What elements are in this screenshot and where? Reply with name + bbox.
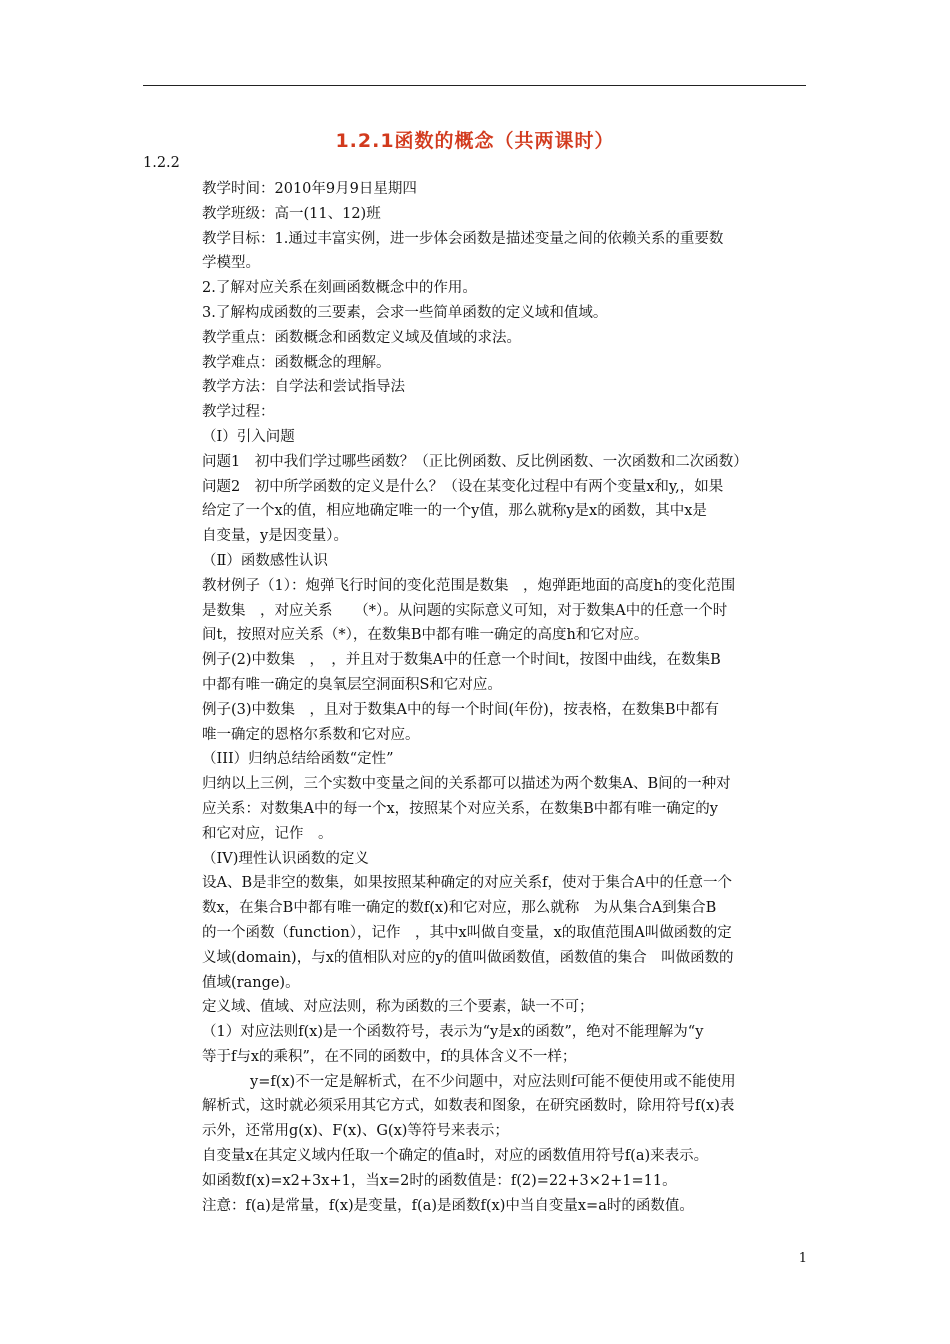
text-line: 教材例子（1）：炮弹飞行时间的变化范围是数集 ，炮弹距地面的高度h的变化范围 xyxy=(202,577,736,594)
text-line: 问题2 初中所学函数的定义是什么？（设在某变化过程中有两个变量x和y,，如果 xyxy=(202,478,724,495)
text-line: 应关系：对数集A中的每一个x，按照某个对应关系，在数集B中都有唯一确定的y xyxy=(202,800,718,817)
text-line: 中都有唯一确定的臭氧层空洞面积S和它对应。 xyxy=(202,676,502,693)
text-line: 设A、B是非空的数集，如果按照某种确定的对应关系f，使对于集合A中的任意一个 xyxy=(202,875,732,892)
text-line: 和它对应，记作 。 xyxy=(202,825,333,842)
text-line: （Ⅱ）函数感性认识 xyxy=(202,552,328,569)
text-line: 教学方法：自学法和尝试指导法 xyxy=(202,379,405,396)
section-number: 1.2.2 xyxy=(143,155,180,171)
text-line: 等于f与x的乘积”，在不同的函数中，f的具体含义不一样； xyxy=(202,1048,577,1065)
text-line: 教学难点：函数概念的理解。 xyxy=(202,354,391,371)
text-line: 值域(range)。 xyxy=(202,974,300,991)
header-rule xyxy=(143,85,806,86)
text-line: 示外，还常用g(x)、F(x)、G(x)等符号来表示； xyxy=(202,1123,509,1140)
text-line: 注意：f(a)是常量，f(x)是变量，f(a)是函数f(x)中当自变量x=a时的函数值。 xyxy=(202,1197,694,1214)
text-line: 教学班级：高一(11、12)班 xyxy=(202,205,381,222)
text-line: 义域(domain)，与x的值相队对应的y的值叫做函数值，函数值的集合 叫做函数的 xyxy=(202,949,734,966)
text-line: （III）归纳总结给函数“定性” xyxy=(202,751,394,768)
text-line: 是数集 ，对应关系 （*）。从问题的实际意义可知，对于数集A中的任意一个时 xyxy=(202,602,728,619)
text-line: （1）对应法则f(x)是一个函数符号，表示为“y是x的函数”，绝对不能理解为“y xyxy=(202,1024,704,1041)
text-line: 定义域、值域、对应法则，称为函数的三个要素，缺一不可； xyxy=(202,999,594,1016)
document-title: 1.2.1函数的概念（共两课时） xyxy=(335,130,615,152)
page-number: 1 xyxy=(798,1251,807,1266)
text-line: 问题1 初中我们学过哪些函数？（正比例函数、反比例函数、一次函数和二次函数） xyxy=(202,453,748,470)
text-line: 学模型。 xyxy=(202,255,260,272)
text-line: 数x，在集合B中都有唯一确定的数f(x)和它对应，那么就称 为从集合A到集合B xyxy=(202,900,717,917)
document-body xyxy=(202,177,808,1218)
text-line: 的一个函数（function），记作 ，其中x叫做自变量，x的取值范围A叫做函数的定 xyxy=(202,924,732,941)
text-line: y=f(x)不一定是解析式，在不少问题中，对应法则f可能不便使用或不能使用 xyxy=(250,1073,736,1090)
text-line: （Ⅰ）引入问题 xyxy=(202,428,295,445)
text-line: 教学过程： xyxy=(202,404,275,421)
text-line: 如函数f(x)=x2+3x+1，当x=2时的函数值是：f(2)=22+3×2+1=11。 xyxy=(202,1172,677,1189)
text-line: 2.了解对应关系在刻画函数概念中的作用。 xyxy=(202,280,477,297)
text-line: 唯一确定的恩格尔系数和它对应。 xyxy=(202,726,420,743)
text-line: 3.了解构成函数的三要素，会求一些简单函数的定义域和值域。 xyxy=(202,304,608,321)
text-line: 归纳以上三例，三个实数中变量之间的关系都可以描述为两个数集A、B间的一种对 xyxy=(202,776,731,793)
text-line: 自变量x在其定义域内任取一个确定的值a时，对应的函数值用符号f(a)来表示。 xyxy=(202,1148,709,1165)
text-line: 教学重点：函数概念和函数定义域及值域的求法。 xyxy=(202,329,521,346)
text-line: 解析式，这时就必须采用其它方式，如数表和图象，在研究函数时，除用符号f(x)表 xyxy=(202,1098,735,1115)
text-line: 例子(3)中数集 ，且对于数集A中的每一个时间(年份)，按表格，在数集B中都有 xyxy=(202,701,719,718)
text-line: 教学目标：1.通过丰富实例，进一步体会函数是描述变量之间的依赖关系的重要数 xyxy=(202,230,724,247)
text-line: 教学时间：2010年9月9日星期四 xyxy=(202,181,417,197)
text-line: 给定了一个x的值，相应地确定唯一的一个y值，那么就称y是x的函数，其中x是 xyxy=(202,503,707,520)
text-line: 例子(2)中数集 ， ，并且对于数集A中的任意一个时间t，按图中曲线，在数集B xyxy=(202,652,721,669)
text-line: （IV)理性认识函数的定义 xyxy=(202,850,369,867)
text-line: 自变量，y是因变量）。 xyxy=(202,528,348,545)
text-line: 间t，按照对应关系（*），在数集B中都有唯一确定的高度h和它对应。 xyxy=(202,627,649,644)
